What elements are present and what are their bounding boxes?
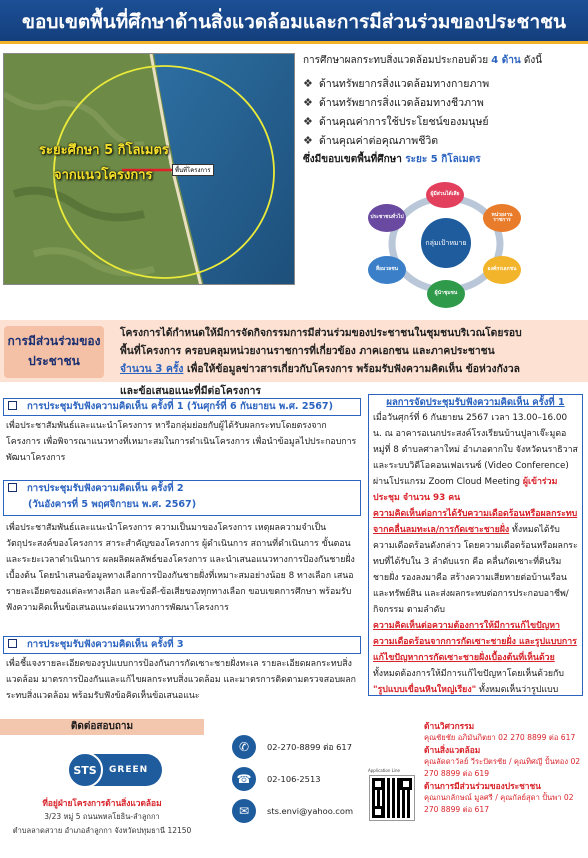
dept-title: ด้านวิศวกรรม xyxy=(424,721,475,731)
qr-label: Application Line xyxy=(368,768,400,773)
intro-lead xyxy=(303,53,588,68)
contact-fax[interactable] xyxy=(232,766,321,792)
meeting-2-title xyxy=(3,480,361,516)
office-address xyxy=(0,796,204,838)
participation-text xyxy=(120,324,588,378)
attendee-count: ผู้เข้าร่วมประชุม จำนวน 93 คน xyxy=(373,477,558,503)
list-item xyxy=(303,112,588,131)
dept-title: ด้านสิ่งแวดล้อม xyxy=(424,745,481,755)
logo-sts: STS xyxy=(67,752,103,788)
bullet-text: ด้านทรัพยากรสิ่งแวดล้อมทางกายภาพ xyxy=(319,78,490,90)
office-line: ตำบลลาดสวาย อำเภอลำลูกกา จังหวัดปทุมธานี 12150 xyxy=(12,826,192,835)
participation-line xyxy=(120,360,588,378)
sts-green-logo xyxy=(70,754,162,786)
preferred-option: "รูปแบบเขื่อนหินใหญ่เรียง" xyxy=(373,685,477,695)
result-paragraph xyxy=(373,410,578,506)
dept-title: ด้านการมีส่วนร่วมของประชาชน xyxy=(424,781,541,791)
map-label-distance: ระยะศึกษา 5 กิโลเมตร xyxy=(39,143,169,158)
meeting-3-body: เพื่อชี้แจงรายละเอียดของรูปแบบการป้องกันการกัดเซาะชายฝั่งทะเล รายละเอียดผลกระทบสิ่งแวดล้อม มาตรการป้องกันและแก้ไขผลกระทบสิ่งแวดล้อม และมาตรการติดตามตรวจสอบผลกระทบสิ่งแวดล้อม พร้อมรับฟังข้อคิดเห็นข้อเสนอแนะ xyxy=(6,659,356,701)
participation-line: โครงการได้กำหนดให้มีการจัดกิจกรรมการมีส่วนร่วมของประชาชนในชุมชนบริเวณโดยรอบ xyxy=(120,327,522,339)
bullet-text: ด้านคุณค่าการใช้ประโยชน์ของมนุษย์ xyxy=(319,116,489,128)
intro-lead-suffix: ดังนี้ xyxy=(520,55,543,66)
qr-finder xyxy=(372,806,384,818)
participation-line: และข้อเสนอแนะที่มีต่อโครงการ xyxy=(120,385,261,397)
office-title: ที่อยู่ฝ่ายโครงการด้านสิ่งแวดล้อม xyxy=(42,798,162,808)
bullet-text: ด้านทรัพยากรสิ่งแวดล้อมทางชีวภาพ xyxy=(319,97,484,109)
contact-phone[interactable] xyxy=(232,734,352,760)
phone-text: 02-270-8899 ต่อ 617 xyxy=(267,742,352,752)
list-item xyxy=(303,74,588,93)
office-line: 3/23 หมู่ 5 ถนนพหลโยธิน-ลำลูกกา xyxy=(44,812,160,821)
fax-icon: ☎ xyxy=(232,767,256,791)
participation-line-rest: เพื่อให้ข้อมูลข่าวสารเกี่ยวกับโครงการ พร้อมรับฟังความคิดเห็น ข้อห่วงกังวล xyxy=(183,363,520,375)
result-text: ทั้งหมดเห็นว่ารูปแบบ xyxy=(479,685,559,695)
scope-prefix: ซึ่งมีขอบเขตพื้นที่ศึกษา xyxy=(303,154,406,165)
list-item xyxy=(303,131,588,150)
logo-green: GREEN xyxy=(109,765,149,775)
map-label-from-project: จากแนวโครงการ xyxy=(54,168,153,183)
dept-names: คุณลัดดาวัลย์ วีระปัตรชัย / คุณทิศญี ปั้นทอง 02 270 8899 ต่อ 619 xyxy=(424,757,581,778)
cycle-center: กลุ่มเป้าหมาย xyxy=(421,218,471,268)
email-icon: ✉ xyxy=(232,799,256,823)
result-title: ผลการจัดประชุมรับฟังความคิดเห็น ครั้งที่ 1 xyxy=(386,397,565,408)
result-text: เมื่อวันศุกร์ที่ 6 กันยายน 2567 เวลา 13.00–16.00 น. ณ อาคารอเนกประสงค์โรงเรียนบ้านปูลาเจ๊ะมูดอ หมู่ที่ 8 ตำบลศาลาใหม่ อำเภอตากใบ จังหวัดนราธิวาส และระบบวิดีโอคอนเฟอเรนซ์ (Video Conference) ผ่านโปรแกรม Zoom Cloud Meeting xyxy=(373,413,578,487)
qr-finder xyxy=(400,778,412,790)
checkbox-icon xyxy=(8,401,17,410)
impact-list xyxy=(303,74,588,150)
qr-finder xyxy=(372,778,384,790)
meeting-title-text: การประชุมรับฟังความคิดเห็น ครั้งที่ 2 xyxy=(27,483,184,494)
contact-header: ติดต่อสอบถาม xyxy=(0,719,204,735)
cycle-node: ประชาชนทั่วไป xyxy=(368,204,406,232)
meeting-1-body: เพื่อประชาสัมพันธ์และแนะนำโครงการ หารือกลุ่มย่อยกับผู้ได้รับผลกระทบโดยตรงจากโครงการ เพื่อพิจารณาแนวทางที่เหมาะสมในการดำเนินโครงการ เพื่อนำข้อมูลไปประกอบการพัฒนาโครงการ xyxy=(6,421,357,463)
participation-title: การมีส่วนร่วมของประชาชน xyxy=(4,326,104,378)
meeting-title-text: การประชุมรับฟังความคิดเห็น ครั้งที่ 1 (วันศุกร์ที่ 6 กันยายน พ.ศ. 2567) xyxy=(27,401,333,412)
list-item xyxy=(303,93,588,112)
intro-lead-highlight: 4 ด้าน xyxy=(491,55,521,66)
intro-lead-prefix: การศึกษาผลกระทบสิ่งแวดล้อมประกอบด้วย xyxy=(303,55,492,66)
meeting-result-panel xyxy=(368,394,583,696)
participation-section xyxy=(0,320,588,382)
result-text: ทั้งหมดต้องการให้มีการแก้ไขปัญหาโดยเห็นด้วยกับ xyxy=(373,669,564,679)
impact-intro xyxy=(303,53,588,167)
cycle-node: สื่อมวลชน xyxy=(368,256,406,284)
scope-highlight: ระยะ 5 กิโลเมตร xyxy=(405,154,481,165)
study-area-map xyxy=(3,53,295,285)
dept-names: คุณกนกลักษณ์ มูลศรี / คุณกัลย์สุดา ปั้นพา 02 270 8899 ต่อ 617 xyxy=(424,793,574,814)
study-scope xyxy=(303,152,588,167)
cycle-node: องค์กรเอกชน xyxy=(483,256,521,284)
map-project-tag: พื้นที่โครงการ xyxy=(172,164,214,176)
department-contacts xyxy=(424,720,584,816)
participation-line: พื้นที่โครงการ ครอบคลุมหน่วยงานราชการที่เกี่ยวข้อง ภาคเอกชน และภาคประชาชน xyxy=(120,345,495,357)
result-paragraph xyxy=(373,506,578,618)
cycle-node: ผู้นำชุมชน xyxy=(427,280,465,308)
meeting-1-title xyxy=(3,398,361,416)
diamond-bullet-icon: ❖ xyxy=(303,134,313,147)
stakeholder-cycle-diagram xyxy=(362,182,530,308)
diamond-bullet-icon: ❖ xyxy=(303,96,313,109)
checkbox-icon xyxy=(8,483,17,492)
email-text: sts.envi@yahoo.com xyxy=(267,806,354,816)
cycle-node: ผู้มีส่วนได้เสีย xyxy=(426,182,464,208)
line-qr-code[interactable] xyxy=(370,776,414,820)
diamond-bullet-icon: ❖ xyxy=(303,115,313,128)
meeting-2-body: เพื่อประชาสัมพันธ์และแนะนำโครงการ ความเป็นมาของโครงการ เหตุผลความจำเป็น วัตถุประสงค์ของโครงการ สาระสำคัญของโครงการ ผู้ดำเนินการ สถานที่ดำเนินการ ขั้นตอนและระยะเวลาดำเนินการ ผลผลิตผลลัพธ์ของโครงการ และนำเสนอแนวทางการป้องกันชายฝั่งเบื้องต้น โดยนำเสนอข้อมูลทางเลือกการป้องกันชายฝั่งที่เหมาะสมอย่างน้อย 8 ทางเลือก เสนอรายละเอียดของแต่ละทางเลือก และข้อดี-ข้อเสียของทุกทางเลือก ขอบเขตการศึกษา พร้อมรับฟังความคิดเห็นข้อเสนอแนะต่อแนวทางการพัฒนาโครงการ xyxy=(6,523,355,613)
bullet-text: ด้านคุณค่าต่อคุณภาพชีวิต xyxy=(319,135,439,147)
participation-highlight: จำนวน 3 ครั้ง xyxy=(120,363,184,375)
result-paragraph xyxy=(373,618,578,696)
meeting-3-title xyxy=(3,636,361,654)
result-heading: ความคิดเห็นต่อความต้องการให้มีการแก้ไขปัญหาความเดือดร้อนจากการกัดเซาะชายฝั่ง และรูปแบบการแก้ไขปัญหาการกัดเซาะชายฝั่งเบื้องต้นที่เห็นด้วย xyxy=(373,621,577,663)
fax-text: 02-106-2513 xyxy=(267,774,321,784)
meeting-date-text: (วันอังคารที่ 5 พฤศจิกายน พ.ศ. 2567) xyxy=(28,499,197,510)
result-text: ทั้งหมดได้รับความเดือดร้อนดังกล่าว โดยความเดือดร้อนหรือผลกระทบที่ได้รับใน 3 ลำดับแรก คือ คลื่นกัดเซาะที่ดินริมชายฝั่ง รองลงมาคือ สร้างความเสียหายต่อบ้านเรือนและทรัพย์สิน และส่งผลกระทบต่อการประกอบอาชีพ/กิจกรรม ตามลำดับ xyxy=(373,525,578,615)
phone-icon: ✆ xyxy=(232,735,256,759)
meeting-title-text: การประชุมรับฟังความคิดเห็น ครั้งที่ 3 xyxy=(27,639,184,650)
cycle-node: หน่วยงานราชการ xyxy=(483,204,521,232)
checkbox-icon xyxy=(8,639,17,648)
result-heading: ความคิดเห็นต่อการได้รับความเดือดร้อนหรือผลกระทบจากคลื่นลมทะเล/การกัดเซาะชายฝั่ง xyxy=(373,509,578,535)
page-title: ขอบเขตพื้นที่ศึกษาด้านสิ่งแวดล้อมและการมีส่วนร่วมของประชาชน xyxy=(0,0,588,44)
diamond-bullet-icon: ❖ xyxy=(303,77,313,90)
dept-names: คุณชัยชัย อภิมันกิตยา 02 270 8899 ต่อ 617 xyxy=(424,733,576,742)
contact-email[interactable] xyxy=(232,798,353,824)
